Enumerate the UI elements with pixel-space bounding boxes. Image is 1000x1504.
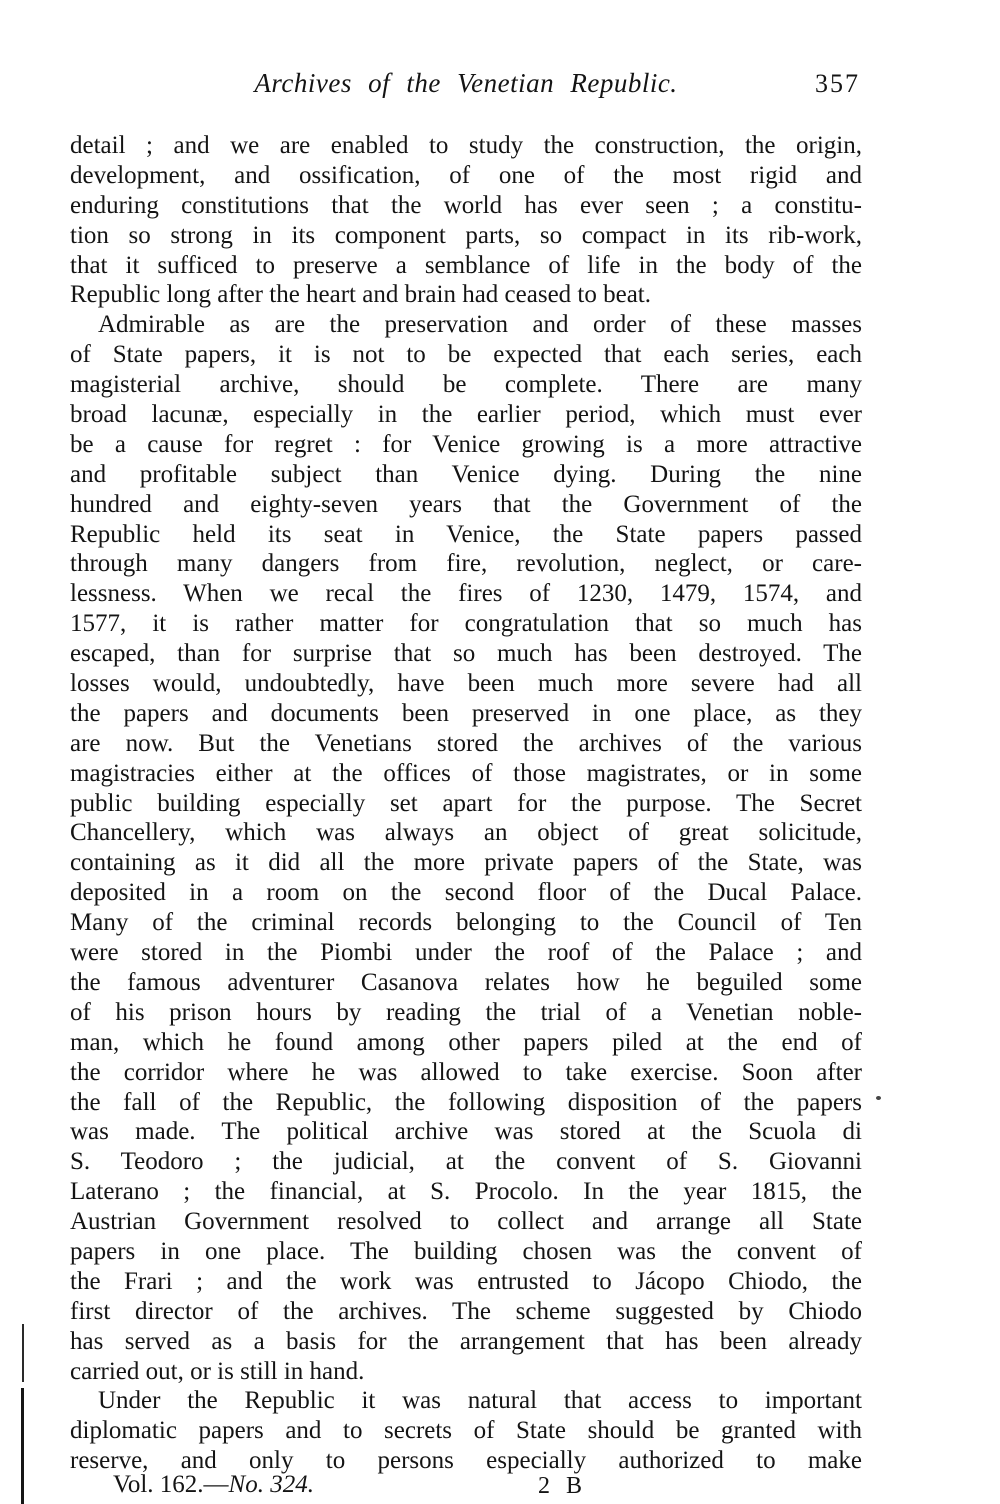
text-line: the papers and documents been preserved in one place, as they [70,699,862,727]
text-line: through many dangers from fire, revolution, neglect, or care- [70,550,862,578]
text-line: broad lacunæ, especially in the earlier period, which must ever [70,401,862,429]
issue-label: No. 324. [228,1471,314,1498]
text-line: tion so strong in its component parts, so compact in its rib-work, [70,221,862,249]
text-line: enduring constitutions that the world has ever seen ; a constitu- [70,191,862,219]
page-footer [70,1470,862,1504]
page-number: 357 [815,69,860,98]
text-line: lessness. When we recal the fires of 1230, 1479, 1574, and [70,580,862,608]
margin-mark-lower [21,1388,24,1504]
volume-number [113,1470,314,1500]
text-line: man, which he found among other papers piled at the end of [70,1028,862,1056]
text-line: the Frari ; and the work was entrusted to Jácopo Chiodo, the [70,1267,862,1295]
text-line: public building especially set apart for the purpose. The Secret [70,789,862,817]
text-line: reserve, and only to persons especially authorized to make [70,1447,862,1475]
text-line: Many of the criminal records belonging to the Council of Ten [70,909,862,937]
text-line: Laterano ; the financial, at S. Procolo. In the year 1815, the [70,1178,862,1206]
volume-label: Vol. 162.— [113,1471,229,1498]
text-line: carried out, or is still in hand. [70,1357,365,1385]
page-title: Archives of the Venetian Republic. [254,68,678,98]
text-line: diplomatic papers and to secrets of State should be granted with [70,1417,862,1445]
text-line: the corridor where he was allowed to take exercise. Soon after [70,1058,862,1086]
text-line: Admirable as are the preservation and order of these masses [98,311,862,339]
ink-spot [876,1096,881,1100]
text-line: deposited in a room on the second floor of the Ducal Palace. [70,879,862,907]
page-body [70,131,862,1476]
text-line: and profitable subject than Venice dying. During the nine [70,460,862,488]
text-line: containing as it did all the more private papers of the State, was [70,849,862,877]
text-line: be a cause for regret : for Venice growing is a more attractive [70,430,862,458]
text-line: the fall of the Republic, the following disposition of the papers [70,1088,862,1116]
text-line: first director of the archives. The scheme suggested by Chiodo [70,1297,862,1325]
running-header [70,66,862,106]
text-line: hundred and eighty-seven years that the Government of the [70,490,862,518]
text-line: magisterial archive, should be complete. There are many [70,371,862,399]
text-line: that it sufficed to preserve a semblance of life in the body of the [70,251,862,279]
text-line: development, and ossification, of one of the most rigid and [70,161,862,189]
text-line: were stored in the Piombi under the roof of the Palace ; and [70,939,862,967]
text-line: Republic held its seat in Venice, the State papers passed [70,520,862,548]
text-line: 1577, it is rather matter for congratulation that so much has [70,610,862,638]
text-line: losses would, undoubtedly, have been much more severe had all [70,670,862,698]
text-line: of his prison hours by reading the trial of a Venetian noble- [70,998,862,1026]
margin-mark-upper [22,1324,24,1382]
text-line: the famous adventurer Casanova relates how he beguiled some [70,968,862,996]
text-line: escaped, than for surprise that so much has been destroyed. The [70,640,862,668]
text-line: Chancellery, which was always an object of great solicitude, [70,819,862,847]
text-line: S. Teodoro ; the judicial, at the convent of S. Giovanni [70,1148,862,1176]
text-line: papers in one place. The building chosen was the convent of [70,1237,862,1265]
text-line: of State papers, it is not to be expected that each series, each [70,341,862,369]
text-line: are now. But the Venetians stored the archives of the various [70,729,862,757]
text-line: has served as a basis for the arrangement that has been already [70,1327,862,1355]
text-line: Republic long after the heart and brain had ceased to beat. [70,281,652,309]
text-line: detail ; and we are enabled to study the construction, the origin, [70,132,862,159]
printer-signature: 2 B [538,1473,588,1499]
text-line: magistracies either at the offices of those magistrates, or in some [70,759,862,787]
text-line: Austrian Government resolved to collect and arrange all State [70,1208,862,1236]
text-line: was made. The political archive was stored at the Scuola di [70,1118,862,1146]
text-line: Under the Republic it was natural that access to important [98,1387,862,1415]
